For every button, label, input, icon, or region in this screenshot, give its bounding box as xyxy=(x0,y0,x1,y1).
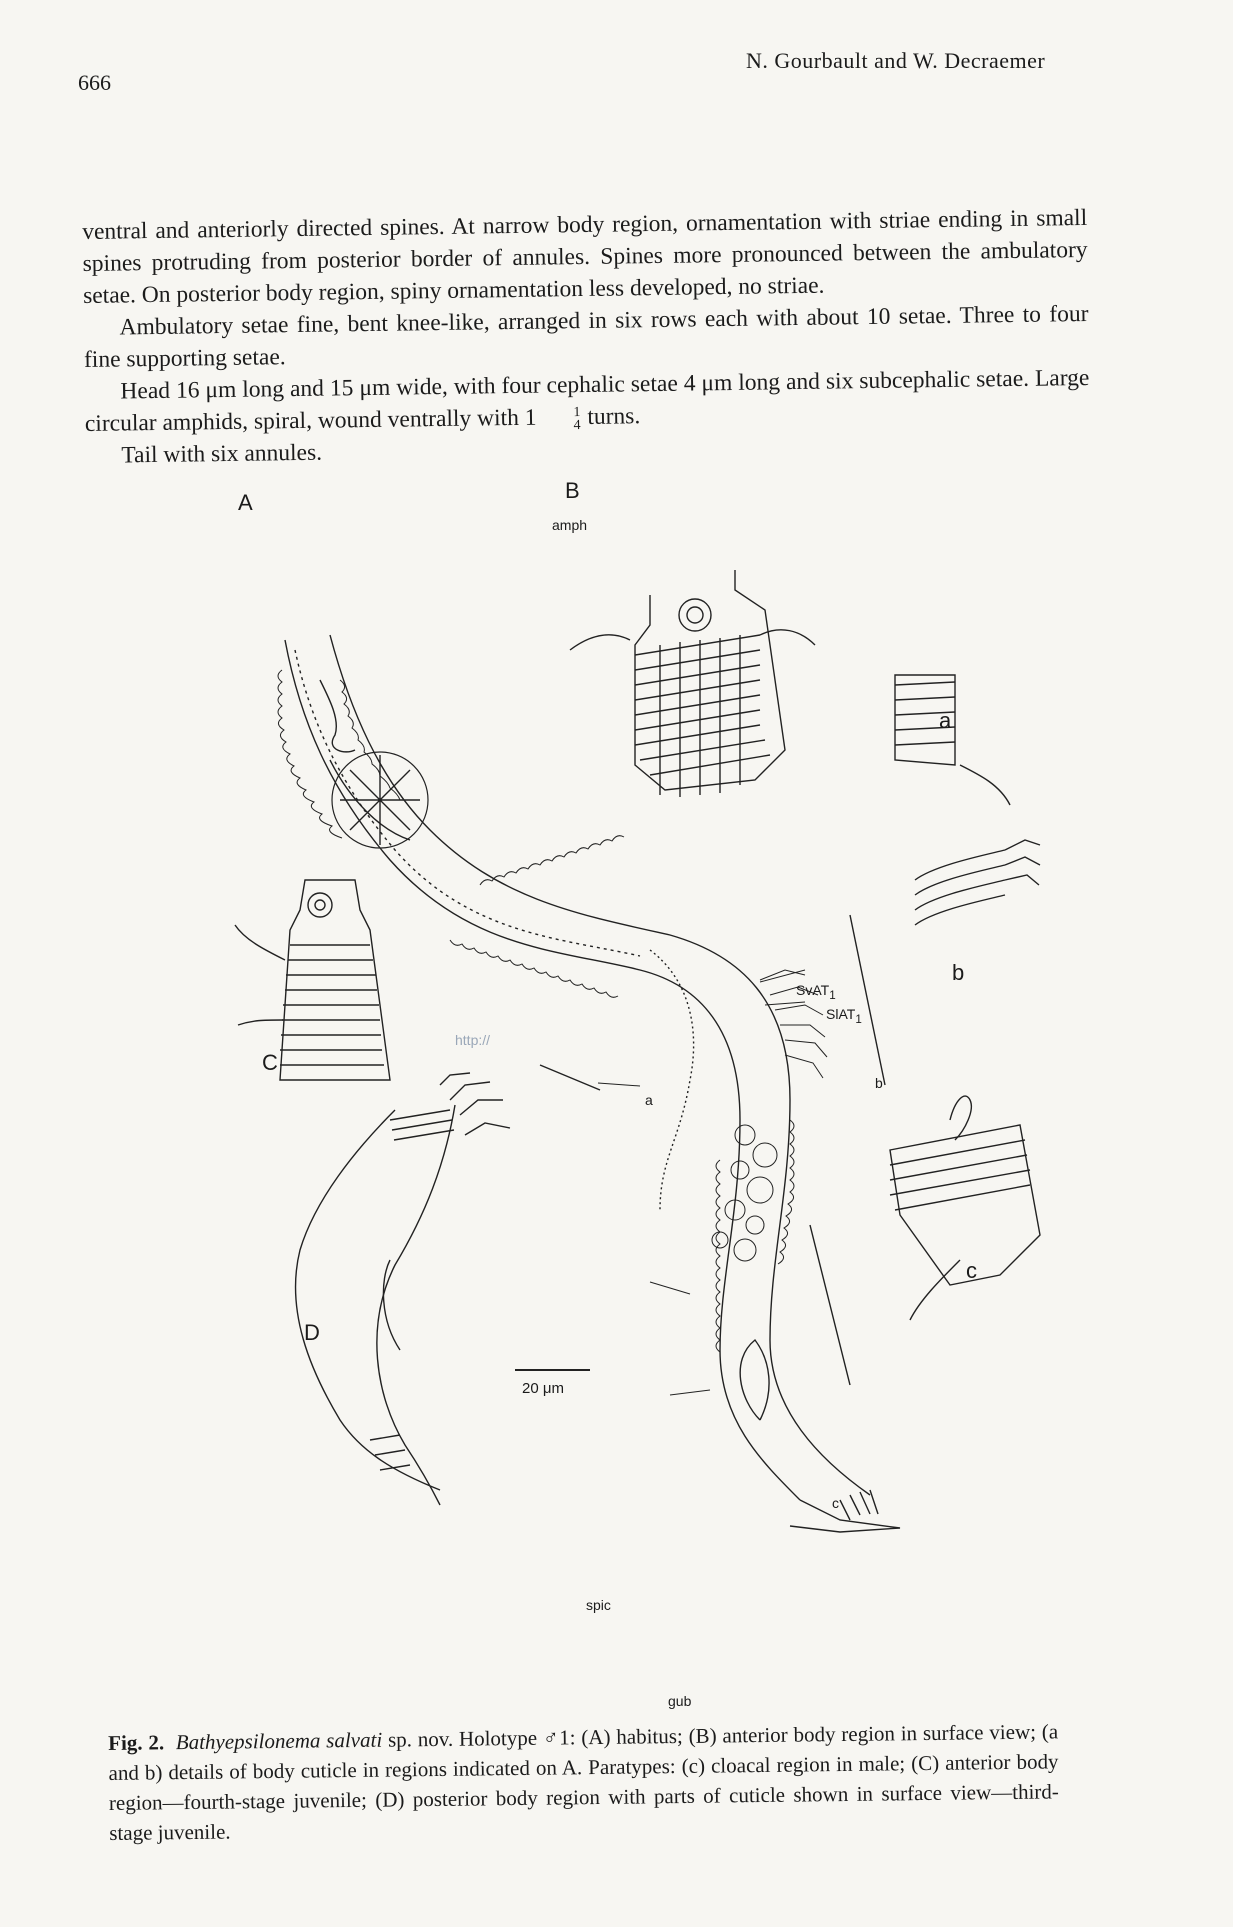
amph-label: amph xyxy=(552,517,588,533)
gub-label: gub xyxy=(668,1693,692,1709)
paragraph-4: Tail with six annules. xyxy=(121,439,323,469)
running-head: N. Gourbault and W. Decraemer xyxy=(746,48,1046,73)
scale-bar-label: 20 μm xyxy=(522,1380,564,1397)
slat-label xyxy=(826,1006,862,1026)
panel-c-juvenile-drawing xyxy=(235,880,390,1080)
paragraph-3-text: Head 16 μm long and 15 μm wide, with four cephalic setae 4 μm long and six subcephalic setae. Large circular amphids, spiral, wound ventrally with 1 xyxy=(84,364,1090,437)
fraction-numerator: 1 xyxy=(573,404,581,420)
bracket-c xyxy=(810,1225,850,1385)
panel-label-A: A xyxy=(238,490,253,515)
page-number: 666 xyxy=(78,70,111,95)
svat-text: SvAT xyxy=(796,982,830,998)
habitus-tail xyxy=(740,1340,900,1532)
paragraph-1: ventral and anteriorly directed spines. At narrow body region, ornamentation with striae ending in small spines protruding from posterior border of annules. Spines more pronounced between the ambulatory setae. On posterior body region, spiny ornamentation less developed, no striae. xyxy=(82,204,1088,309)
panel-label-B: B xyxy=(565,478,580,503)
bracket-a xyxy=(540,1065,600,1090)
region-a-label: a xyxy=(645,1092,653,1108)
slat-sub: 1 xyxy=(855,1012,862,1026)
panel-b-drawing xyxy=(570,570,815,797)
figure-caption xyxy=(108,1716,1059,1848)
caption-text: sp. nov. Holotype ♂1: (A) habitus; (B) anterior body region in surface view; (a and b) details of body cuticle in regions indicated on A. Paratypes: (c) cloacal region in male; (C) anterior body region—fourth-stage juvenile; (D) posterior body region with parts of cuticle shown in surface view—third-stage juvenile. xyxy=(108,1719,1059,1845)
caption-fig-number: Fig. 2. xyxy=(108,1730,165,1755)
panel-c-male-drawing xyxy=(890,1096,1040,1320)
figure-drawing xyxy=(0,560,1233,1740)
panel-label-c: c xyxy=(966,1258,977,1283)
panel-label-b: b xyxy=(952,960,965,985)
panel-d-juvenile-drawing xyxy=(296,1073,510,1505)
region-b-label: b xyxy=(875,1075,883,1091)
habitus-annules xyxy=(278,670,794,1352)
body-text xyxy=(82,202,1090,472)
panel-label-a: a xyxy=(939,708,952,733)
fraction xyxy=(537,406,580,433)
slat-text: SlAT xyxy=(826,1006,856,1022)
panel-a-drawing xyxy=(895,675,1010,805)
bracket-b xyxy=(850,915,885,1085)
region-c-label: c xyxy=(832,1495,839,1511)
panel-b-cuticle-drawing xyxy=(915,840,1040,925)
watermark-url: http:// xyxy=(455,1032,491,1048)
svat-label xyxy=(796,982,836,1002)
fraction-denominator: 4 xyxy=(573,417,581,433)
svat-sub: 1 xyxy=(829,988,836,1002)
paragraph-3-end: turns. xyxy=(581,403,641,431)
caption-species: Bathyepsilonema salvati xyxy=(175,1727,383,1755)
panel-label-D: D xyxy=(304,1320,320,1345)
spic-label: spic xyxy=(586,1597,611,1613)
paragraph-2: Ambulatory setae fine, bent knee-like, arranged in six rows each with about 10 setae. Three to four fine supporting setae. xyxy=(83,300,1089,373)
figure-2 xyxy=(0,478,1233,1740)
panel-label-C: C xyxy=(262,1050,278,1075)
habitus-cells xyxy=(712,1125,777,1261)
